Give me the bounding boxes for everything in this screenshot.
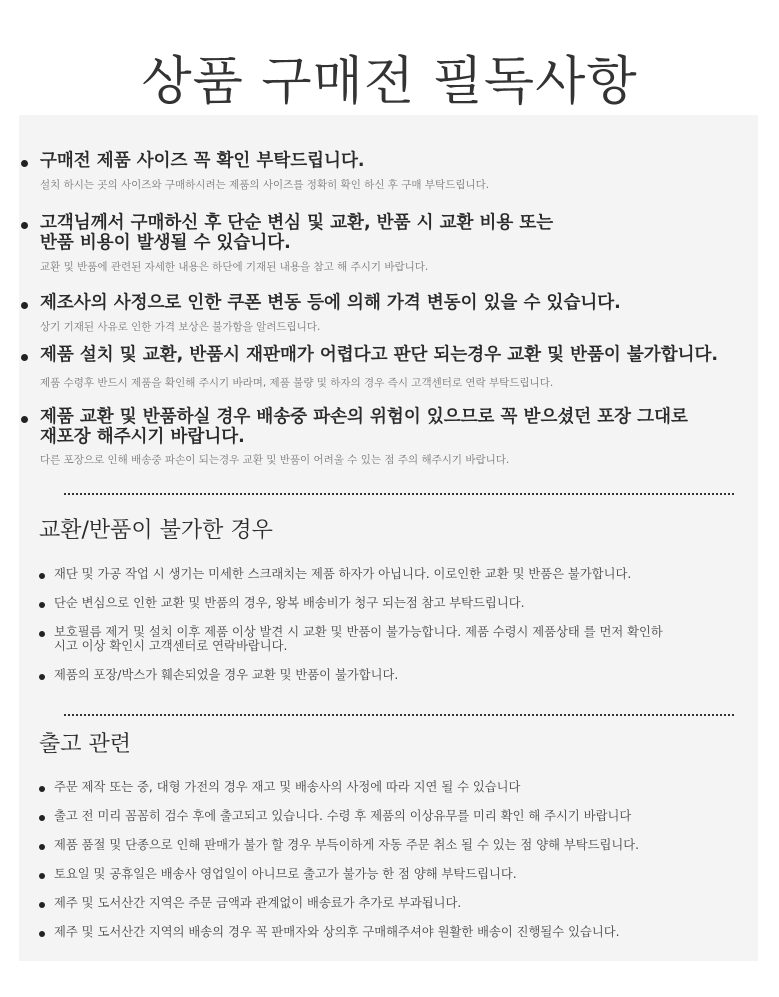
- list-item-text: 토요일 및 공휴일은 배송사 영업일이 아니므로 출고가 불가능 한 점 양해 부탁드립니다.: [54, 867, 517, 881]
- notice-detail: 다른 포장으로 인해 배송중 파손이 되는경우 교환 및 반품이 어려울 수 있는 점 주의 해주시기 바랍니다.: [40, 454, 510, 466]
- list-item-text: 출고 전 미리 꼼꼼히 검수 후에 출고되고 있습니다. 수령 후 제품의 이상유무를 미리 확인 해 주시기 바랍니다: [54, 809, 632, 823]
- bullet-icon: [21, 222, 28, 229]
- shipping-section-title: 출고 관련: [39, 732, 132, 757]
- notice-detail: 설치 하시는 곳의 사이즈와 구매하시려는 제품의 사이즈를 정확히 확인 하신 후 구매 부탁드립니다.: [40, 179, 490, 191]
- notice-heading: 제품 설치 및 교환, 반품시 재판매가 어렵다고 판단 되는경우 교환 및 반품이 불가합니다.: [40, 345, 719, 365]
- notice-heading: 구매전 제품 사이즈 꼭 확인 부탁드립니다.: [40, 151, 365, 171]
- dotted-divider: [64, 493, 734, 495]
- bullet-icon: [39, 674, 45, 680]
- notice-heading: 고객님께서 구매하신 후 단순 변심 및 교환, 반품 시 교환 비용 또는 반품 비용이 발생될 수 있습니다.: [40, 213, 554, 253]
- notice-heading: 제조사의 사정으로 인한 쿠폰 변동 등에 의해 가격 변동이 있을 수 있습니다.: [40, 293, 621, 313]
- list-item-text: 제주 및 도서산간 지역은 주문 금액과 관계없이 배송료가 추가로 부과됩니다.: [54, 896, 462, 910]
- dotted-divider: [64, 714, 734, 716]
- bullet-icon: [21, 302, 28, 309]
- list-item-text: 주문 제작 또는 중, 대형 가전의 경우 재고 및 배송사의 사정에 따라 지연 될 수 있습니다: [54, 780, 521, 794]
- exchange-section-title: 교환/반품이 불가한 경우: [39, 518, 273, 543]
- list-item-text: 제품 품절 및 단종으로 인해 판매가 불가 할 경우 부득이하게 자동 주문 취소 될 수 있는 점 양해 부탁드립니다.: [54, 838, 640, 852]
- bullet-icon: [39, 786, 45, 792]
- list-item-text: 제주 및 도서산간 지역의 배송의 경우 꼭 판매자와 상의후 구매해주셔야 원활한 배송이 진행될수 있습니다.: [54, 925, 620, 939]
- list-item-text: 단순 변심으로 인한 교환 및 반품의 경우, 왕복 배송비가 청구 되는점 참고 부탁드립니다.: [54, 596, 525, 610]
- bullet-icon: [21, 416, 28, 423]
- page-title: 상품 구매전 필독사항: [141, 52, 638, 112]
- bullet-icon: [39, 631, 45, 637]
- bullet-icon: [39, 844, 45, 850]
- notice-detail: 교환 및 반품에 관련된 자세한 내용은 하단에 기재된 내용을 참고 해 주시기 바랍니다.: [40, 261, 429, 273]
- list-item-text: 재단 및 가공 작업 시 생기는 미세한 스크래치는 제품 하자가 아닙니다. 이로인한 교환 및 반품은 불가합니다.: [54, 567, 632, 581]
- bullet-icon: [21, 354, 28, 361]
- bullet-icon: [39, 815, 45, 821]
- bullet-icon: [39, 602, 45, 608]
- notice-panel: [19, 115, 758, 961]
- notice-heading: 제품 교환 및 반품하실 경우 배송중 파손의 위험이 있으므로 꼭 받으셨던 포장 그대로 재포장 해주시기 바랍니다.: [40, 407, 688, 447]
- notice-detail: 상기 기재된 사유로 인한 가격 보상은 불가함을 알려드립니다.: [40, 321, 321, 333]
- bullet-icon: [21, 160, 28, 167]
- notice-detail: 제품 수령후 반드시 제품을 확인해 주시기 바라며, 제품 불량 및 하자의 경우 즉시 고객센터로 연락 부탁드립니다.: [40, 377, 554, 389]
- list-item-text: 보호필름 제거 및 설치 이후 제품 이상 발견 시 교환 및 반품이 불가능합니다. 제품 수령시 제품상태 를 먼저 확인하 시고 이상 확인시 고객센터로 연락바랍니다.: [54, 625, 663, 653]
- bullet-icon: [39, 573, 45, 579]
- list-item-text: 제품의 포장/박스가 훼손되었을 경우 교환 및 반품이 불가합니다.: [54, 668, 399, 682]
- bullet-icon: [39, 931, 45, 937]
- bullet-icon: [39, 902, 45, 908]
- bullet-icon: [39, 873, 45, 879]
